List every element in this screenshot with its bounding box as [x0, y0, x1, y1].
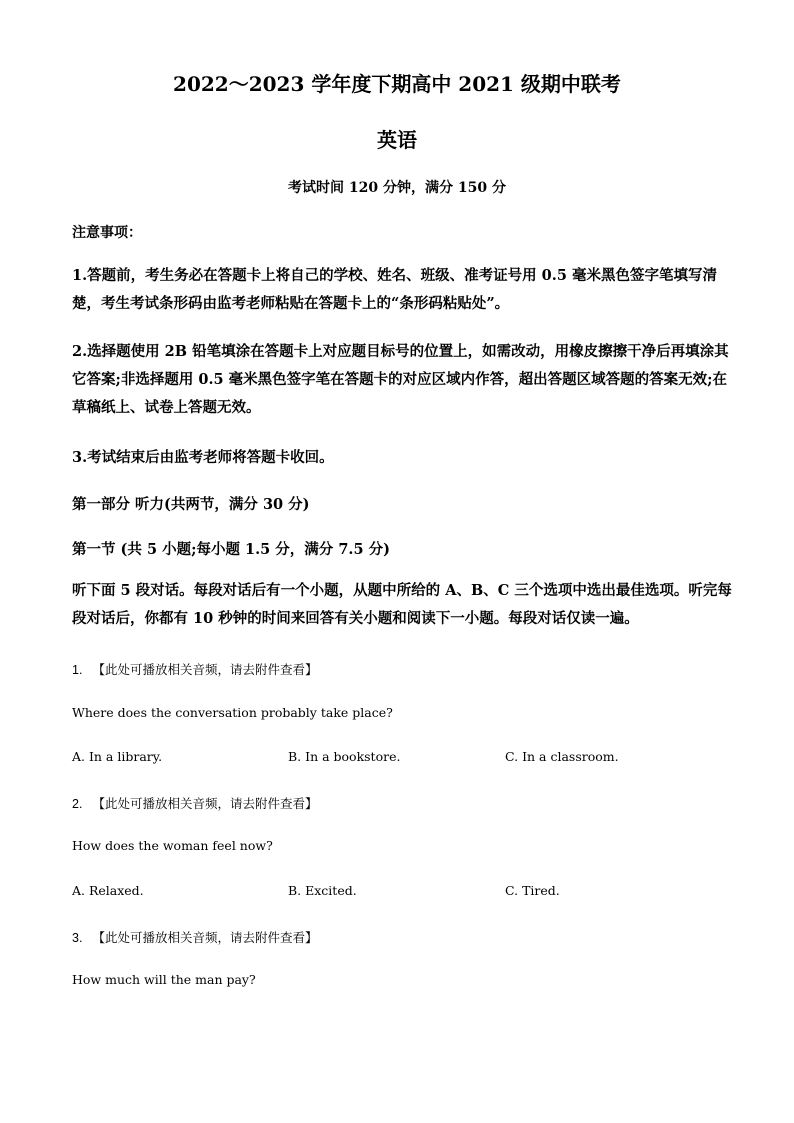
notice-item-2: 2.选择题使用 2B 铅笔填涂在答题卡上对应题目标号的位置上，如需改动，用橡皮擦擦干净后再填涂其它答案;非选择题用 0.5 毫米黑色签字笔在答题卡的对应区域内作答，超出答题区域答题的答案无效;在草稿纸上、试卷上答题无效。 — [72, 343, 729, 416]
notice-item-1: 1.答题前，考生务必在答题卡上将自己的学校、姓名、班级、准考证号用 0.5 毫米黑色签字笔填写清楚，考生考试条形码由监考老师粘贴在答题卡上的“条形码粘贴处”。 — [72, 267, 717, 312]
question-number: 3. — [72, 931, 83, 945]
question-3-text: How much will the man pay? — [72, 972, 256, 987]
listening-instructions: 听下面 5 段对话。每段对话后有一个小题，从题中所给的 A、B、C 三个选项中选出最佳选项。听完每段对话后，你都有 10 秒钟的时间来回答有关小题和阅读下一小题。每段对话仅读一遍。 — [72, 582, 732, 627]
audio-note: 【此处可播放相关音频，请去附件查看】 — [92, 931, 318, 945]
audio-note: 【此处可播放相关音频，请去附件查看】 — [92, 797, 318, 811]
audio-note: 【此处可播放相关音频，请去附件查看】 — [92, 663, 318, 677]
notice-title: 注意事项： — [72, 225, 142, 241]
question-1-option-b: B. In a bookstore. — [288, 749, 401, 764]
question-1-option-a: A. In a library. — [72, 749, 163, 764]
question-number: 2. — [72, 797, 83, 811]
exam-title: 2022～2023 学年度下期高中 2021 级期中联考 — [173, 72, 621, 96]
question-1-option-c: C. In a classroom. — [505, 749, 619, 764]
question-2-option-a: A. Relaxed. — [72, 883, 144, 898]
subject-title: 英语 — [377, 128, 417, 152]
question-1-text: Where does the conversation probably take place? — [72, 705, 393, 720]
question-2-header — [72, 794, 317, 812]
question-3-header — [72, 928, 317, 946]
question-1-header — [72, 660, 317, 678]
notice-item-3: 3.考试结束后由监考老师将答题卡收回。 — [72, 449, 334, 466]
part1-title: 第一部分 听力(共两节，满分 30 分) — [72, 496, 310, 513]
question-2-option-b: B. Excited. — [288, 883, 357, 898]
section1-title: 第一节 (共 5 小题;每小题 1.5 分，满分 7.5 分) — [72, 541, 390, 558]
question-2-text: How does the woman feel now? — [72, 838, 273, 853]
exam-info: 考试时间 120 分钟，满分 150 分 — [288, 180, 506, 196]
question-number: 1. — [72, 663, 83, 677]
question-2-option-c: C. Tired. — [505, 883, 560, 898]
